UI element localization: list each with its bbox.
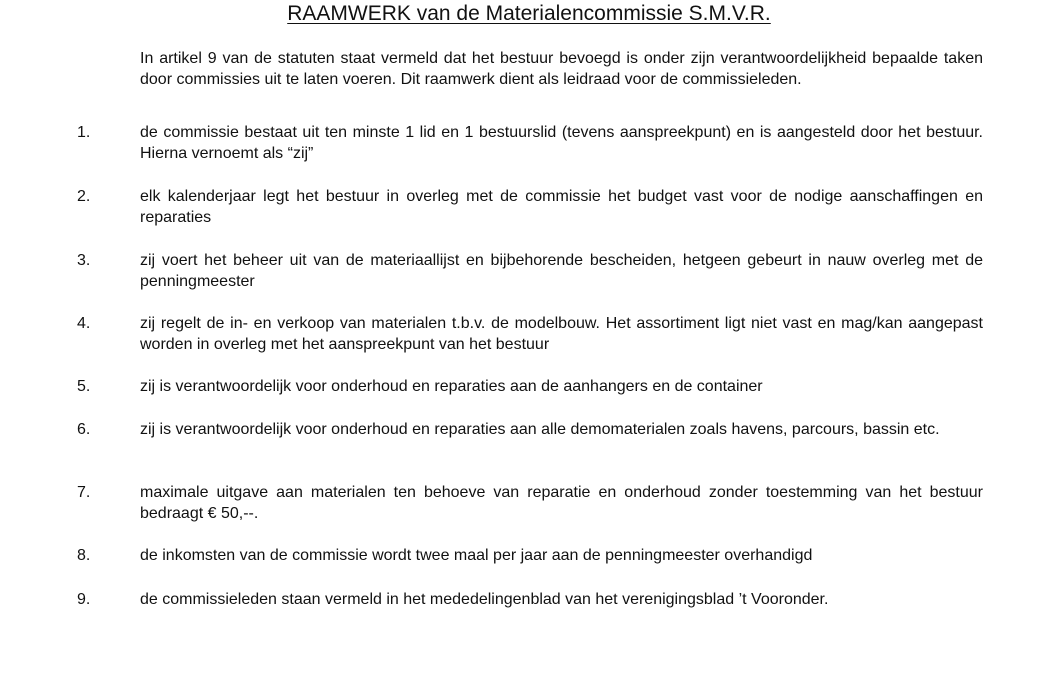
item-number: 5. bbox=[77, 378, 91, 395]
item-number: 7. bbox=[77, 484, 91, 501]
item-text: de commissie bestaat uit ten minste 1 lid en 1 bestuurslid (tevens aanspreekpunt) en is aangesteld door het bestuur. Hierna vernoemt als “zij” bbox=[140, 124, 983, 162]
item-text: zij is verantwoordelijk voor onderhoud en reparaties aan alle demomaterialen zoals havens, parcours, bassin etc. bbox=[140, 421, 940, 438]
intro-paragraph: In artikel 9 van de statuten staat vermeld dat het bestuur bevoegd is onder zijn verantwoordelijkheid bepaalde taken door commissies uit te laten voeren. Dit raamwerk dient als leidraad voor de commissieleden. bbox=[140, 50, 983, 88]
item-number: 2. bbox=[77, 188, 91, 205]
item-text: zij is verantwoordelijk voor onderhoud en reparaties aan de aanhangers en de container bbox=[140, 378, 763, 395]
item-number: 6. bbox=[77, 421, 91, 438]
item-number: 4. bbox=[77, 315, 91, 332]
item-number: 1. bbox=[77, 124, 91, 141]
item-number: 3. bbox=[77, 252, 91, 269]
item-text: de commissieleden staan vermeld in het mededelingenblad van het verenigingsblad ’t Vooronder. bbox=[140, 591, 829, 608]
item-text: maximale uitgave aan materialen ten behoeve van reparatie en onderhoud zonder toestemming van het bestuur bedraagt € 50,--. bbox=[140, 484, 983, 522]
item-number: 9. bbox=[77, 591, 91, 608]
document-title: RAAMWERK van de Materialencommissie S.M.V.R. bbox=[287, 2, 771, 25]
item-text: zij voert het beheer uit van de materiaallijst en bijbehorende bescheiden, hetgeen gebeurt in nauw overleg met de penningmeester bbox=[140, 252, 983, 290]
item-number: 8. bbox=[77, 547, 91, 564]
item-text: de inkomsten van de commissie wordt twee maal per jaar aan de penningmeester overhandigd bbox=[140, 547, 813, 564]
item-text: elk kalenderjaar legt het bestuur in overleg met de commissie het budget vast voor de nodige aanschaffingen en reparaties bbox=[140, 188, 983, 226]
item-text: zij regelt de in- en verkoop van materialen t.b.v. de modelbouw. Het assortiment ligt niet vast en mag/kan aangepast worden in overleg met het aanspreekpunt van het bestuur bbox=[140, 315, 983, 353]
